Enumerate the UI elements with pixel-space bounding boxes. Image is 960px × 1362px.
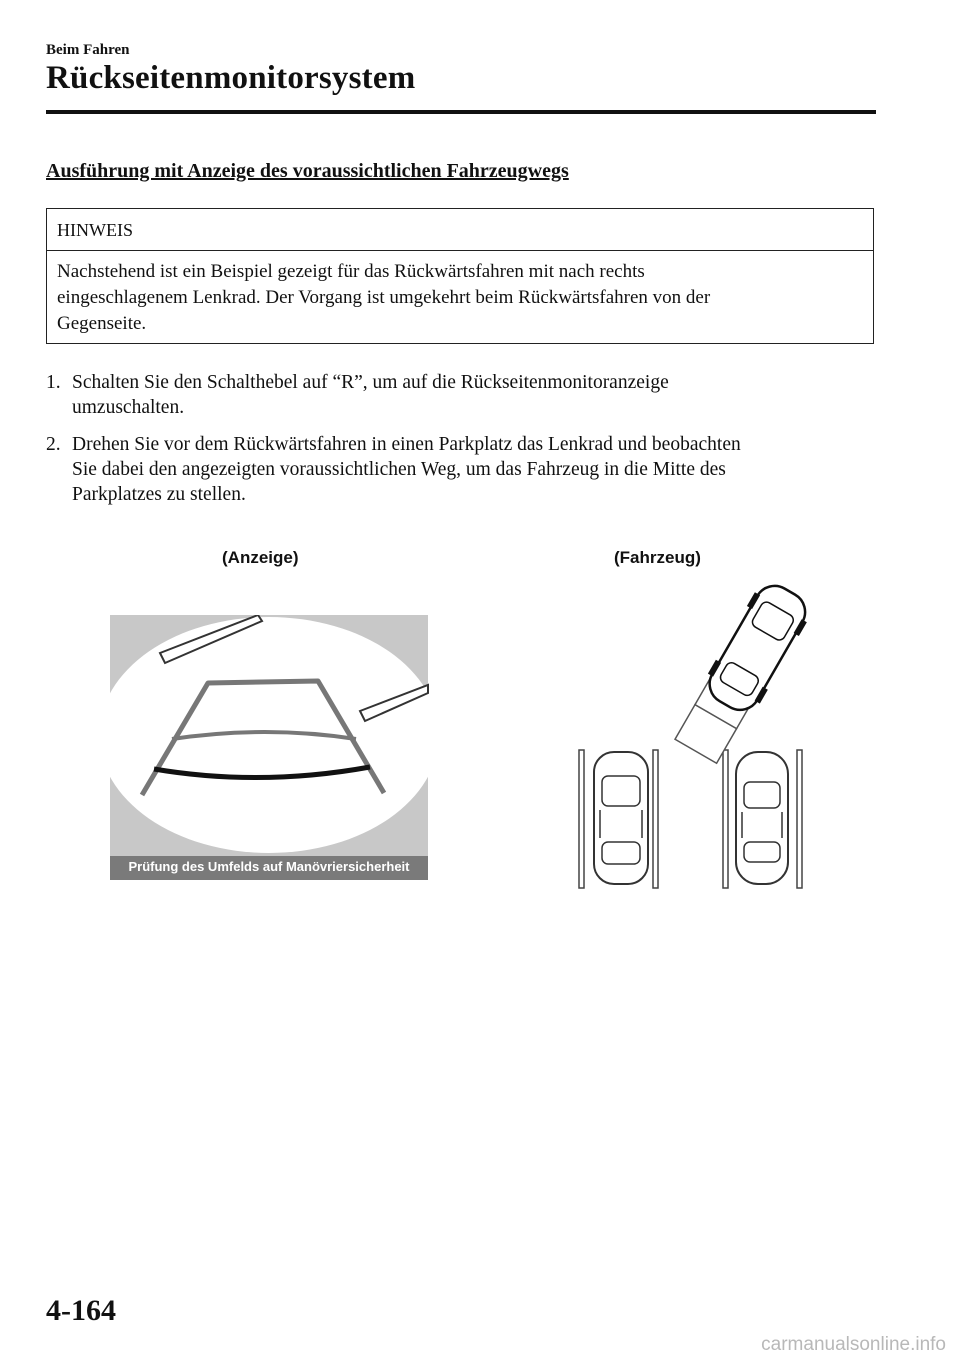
step-line: Schalten Sie den Schalthebel auf “R”, um auf die Rückseitenmonitoranzeige xyxy=(72,372,669,393)
parking-line xyxy=(797,750,802,888)
parked-car-left xyxy=(594,752,648,884)
screen-banner: Prüfung des Umfelds auf Manövriersicherheit xyxy=(128,859,410,874)
rear-camera-display xyxy=(110,615,430,881)
section-label: Beim Fahren xyxy=(46,42,130,58)
vehicle-parking-illustration xyxy=(570,580,820,892)
vehicle-caption: (Fahrzeug) xyxy=(614,548,701,567)
display-caption: (Anzeige) xyxy=(222,548,299,567)
step-item xyxy=(46,370,876,420)
note-body xyxy=(47,251,873,345)
parking-line xyxy=(723,750,728,888)
note-line: eingeschlagenem Lenkrad. Der Vorgang ist umgekehrt beim Rückwärtsfahren von der xyxy=(57,287,711,308)
page-number: 4-164 xyxy=(46,1294,116,1327)
step-line: Drehen Sie vor dem Rückwärtsfahren in einen Parkplatz das Lenkrad und beobachten xyxy=(72,434,741,455)
title-rule xyxy=(46,110,876,114)
note-line: Nachstehend ist ein Beispiel gezeigt für das Rückwärtsfahren mit nach rechts xyxy=(57,261,645,282)
step-number: 1. xyxy=(46,372,61,393)
step-line: Parkplatzes zu stellen. xyxy=(72,484,246,505)
subheading: Ausführung mit Anzeige des voraussichtlichen Fahrzeugwegs xyxy=(46,160,569,182)
camera-view-area xyxy=(110,617,430,853)
step-line: Sie dabei den angezeigten voraussichtlichen Weg, um das Fahrzeug in die Mitte des xyxy=(72,459,726,480)
reversing-car xyxy=(699,580,816,719)
parking-line xyxy=(579,750,584,888)
watermark: carmanualsonline.info xyxy=(761,1334,946,1355)
parking-line xyxy=(653,750,658,888)
step-line: umzuschalten. xyxy=(72,397,185,418)
page-title: Rückseitenmonitorsystem xyxy=(46,60,416,96)
step-number: 2. xyxy=(46,434,61,455)
parked-car-right xyxy=(736,752,788,884)
step-item xyxy=(46,432,876,507)
instruction-steps xyxy=(46,370,876,519)
note-heading: HINWEIS xyxy=(47,209,873,251)
note-box xyxy=(46,208,874,344)
note-line: Gegenseite. xyxy=(57,313,147,334)
